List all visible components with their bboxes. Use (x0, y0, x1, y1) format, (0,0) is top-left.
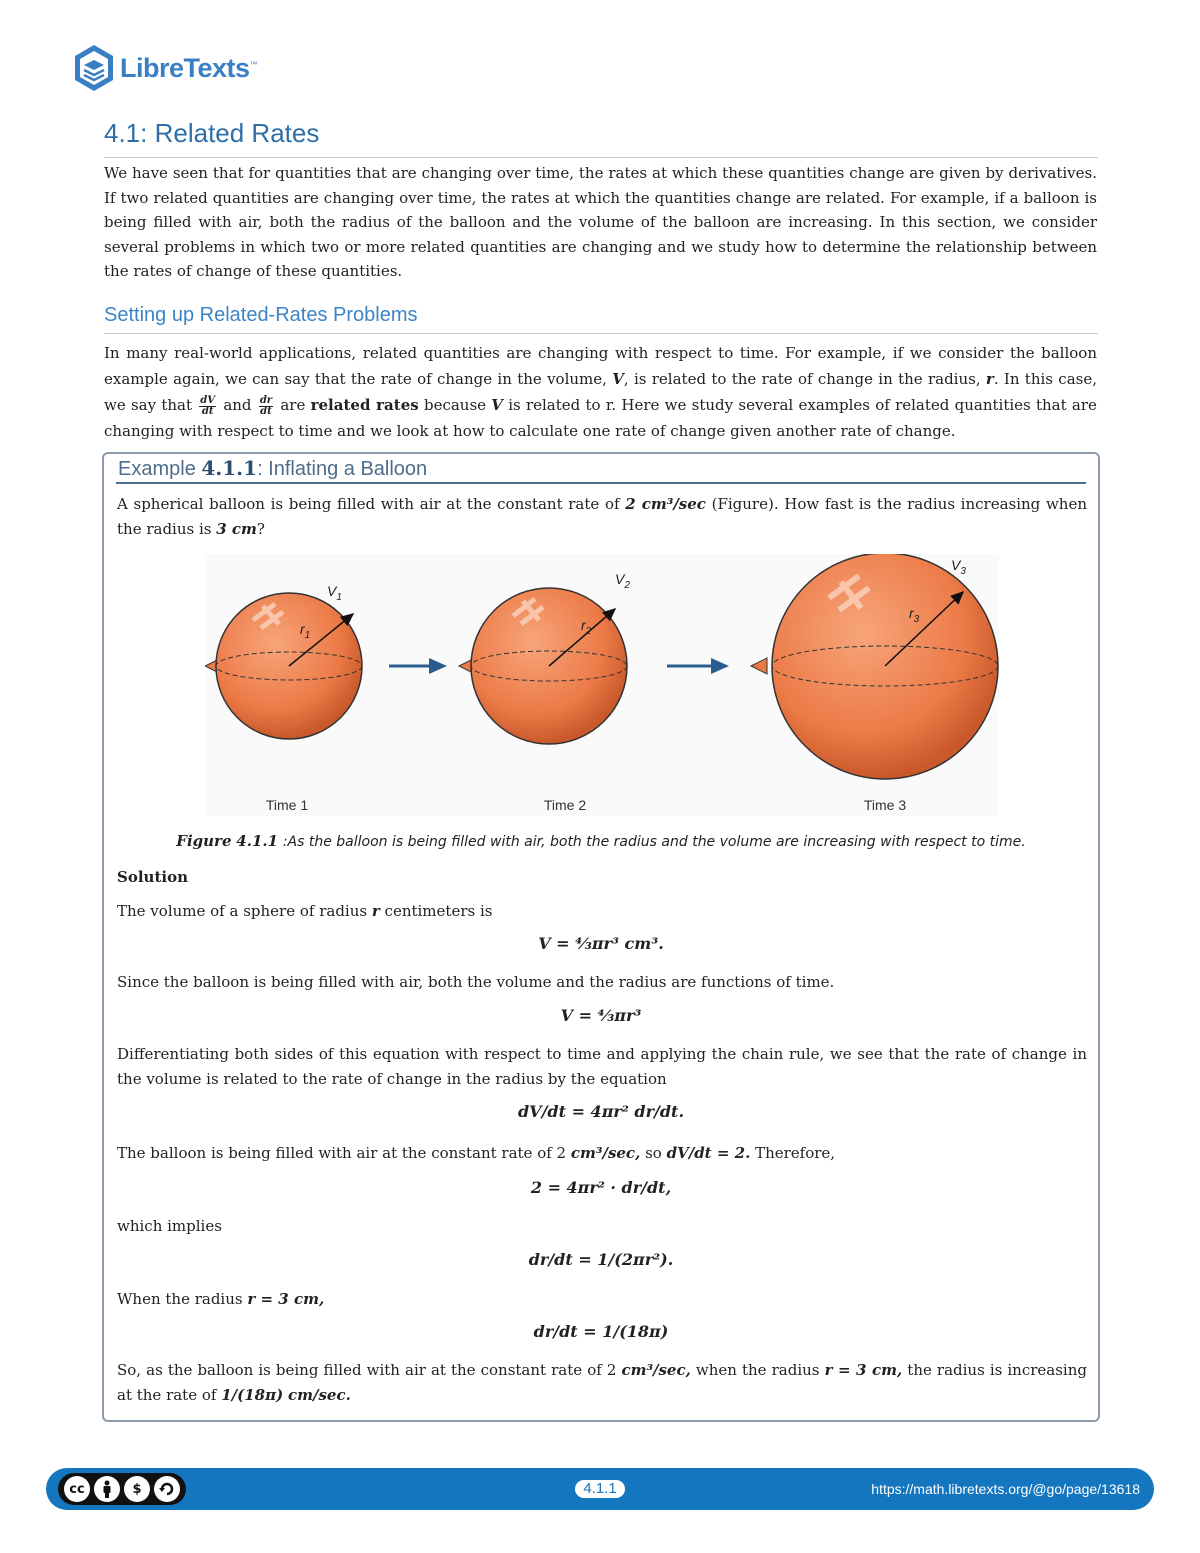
solution-label: Solution (117, 868, 188, 886)
cc-license-badge[interactable] (58, 1473, 186, 1505)
equation-4: 2 = 4πr² · dr/dt, (530, 1178, 672, 1197)
section-divider (104, 333, 1098, 334)
title-divider (104, 157, 1098, 158)
noncommercial-icon: $ (124, 1476, 150, 1502)
equation-1: V = ⁴⁄₃πr³ cm³. (538, 934, 664, 953)
figure-caption: Figure 4.1.1 :As the balloon is being filled with air, both the radius and the volume are increasing with respect to time. (176, 832, 1026, 850)
growth-arrow-2 (667, 658, 729, 674)
page-url-link[interactable]: https://math.libretexts.org/@go/page/13618 (871, 1481, 1140, 1497)
balloon-2 (459, 571, 630, 744)
solution-line-1: The volume of a sphere of radius r centimeters is (117, 902, 493, 920)
balloon-figure (205, 554, 999, 816)
balloon-3 (751, 554, 998, 779)
svg-text:V1: $V_1$ (327, 583, 342, 603)
balloon-1 (205, 583, 362, 739)
equation-5: dr/dt = 1/(2πr²). (528, 1250, 674, 1269)
equation-6: dr/dt = 1/(18π) (533, 1322, 669, 1341)
example-title: Example 4.1.1: Inflating a Balloon (118, 456, 428, 480)
svg-text:V2: $V_2$ (615, 571, 630, 591)
svg-text:r1: $r_1$ (300, 621, 311, 641)
footer-bar (46, 1468, 1154, 1510)
dr-dt-fraction: $\frac{dr}{dt}$ (259, 394, 273, 417)
balloon-figure-svg (205, 554, 999, 816)
growth-arrow-1 (389, 658, 447, 674)
page-number: 4.1.1 (575, 1480, 625, 1498)
cc-icon: cc (64, 1476, 90, 1502)
equation-2: V = ⁴⁄₃πr³ (560, 1006, 642, 1025)
time-label-2: Time 2 (543, 797, 587, 813)
solution-line-5: which implies (117, 1217, 222, 1235)
svg-text:r2: $r_2$ (581, 617, 592, 637)
intro-paragraph: We have seen that for quantities that are changing over time, the rates at which these quantities change are given by derivatives. If two related quantities are changing over time, the rates at which the quantities change are related. For example, if a balloon is being filled with air, both the radius of the balloon and the volume of the balloon are increasing. In this section, we consider several problems in which two or more related quantities are changing and we study how to determine the relationship between the rates of change of these quantities. (104, 164, 1097, 281)
attribution-icon (94, 1476, 120, 1502)
sharealike-icon (154, 1476, 180, 1502)
solution-line-3: Differentiating both sides of this equation with respect to time and applying the chain rule, we see that the rate of change in the volume is related to the rate of change in the radius by the equation (117, 1045, 1087, 1088)
example-title-rule (116, 482, 1086, 484)
svg-text:V3: $V_3$ (951, 557, 966, 577)
equation-3: dV/dt = 4πr² dr/dt. (517, 1102, 685, 1121)
svg-text:r3: $r_3$ (909, 605, 920, 625)
logo-text: LibreTexts™ (120, 52, 258, 83)
solution-conclusion: So, as the balloon is being filled with air at the constant rate of 2 cm³/sec, when the radius r = 3 cm, the radius is increasing at the rate of 1/(18π) cm/sec. (117, 1361, 1087, 1404)
page-title: 4.1: Related Rates (104, 118, 320, 148)
solution-line-6: When the radius r = 3 cm, (117, 1290, 325, 1308)
solution-line-2: Since the balloon is being filled with air, both the volume and the radius are functions of time. (117, 973, 835, 991)
solution-line-4: The balloon is being filled with air at the constant rate of 2 cm³/sec, so dV/dt = 2. Therefore, (117, 1144, 836, 1162)
time-label-1: Time 1 (265, 797, 309, 813)
time-label-3: Time 3 (863, 797, 907, 813)
section-heading: Setting up Related-Rates Problems (104, 304, 418, 326)
example-box (102, 452, 1100, 1422)
example-problem: A spherical balloon is being filled with air at the constant rate of 2 cm³/sec (Figure). How fast is the radius increasing when the radius is 3 cm? (117, 495, 1087, 538)
dv-dt-fraction: $\frac{dV}{dt}$ (200, 394, 216, 417)
libretexts-logo-icon (72, 43, 116, 93)
section-paragraph: In many real-world applications, related quantities are changing with respect to time. For example, if we consider the balloon example again, we can say that the rate of change in the volume, V, is related to the rate of change in the radius, r. In this case, we say that $\frac{dV}{dt}$ and $\frac{dr}{dt}$ are related rates because V is related to r. Here we study several examples of related quantities that are changing with respect to time and we look at how to calculate one rate of change given another rate of change. (104, 344, 1097, 440)
libretexts-logo[interactable] (72, 40, 257, 96)
